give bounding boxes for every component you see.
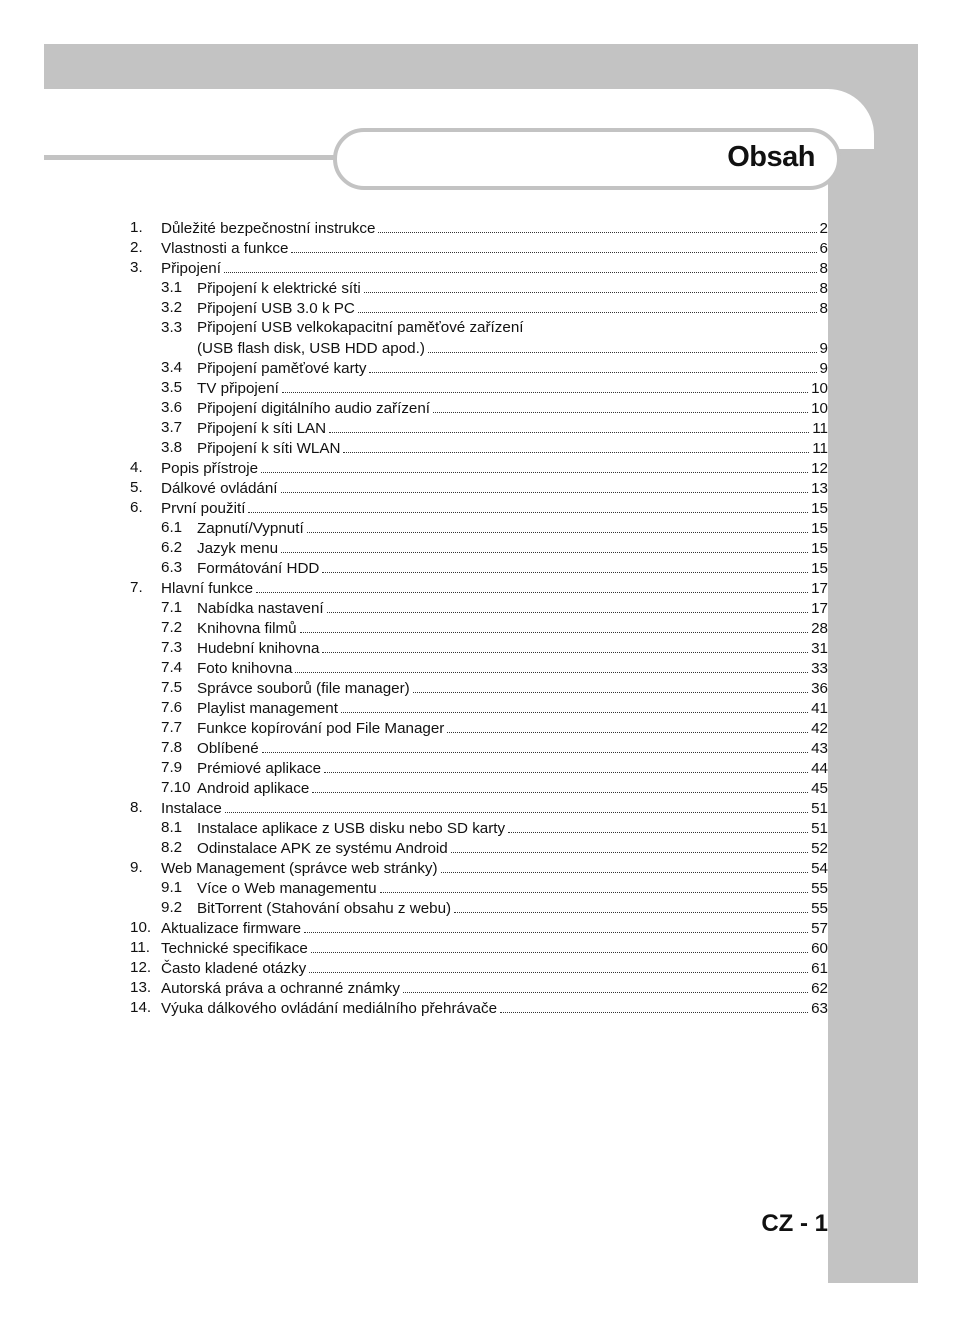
toc-entry-title: Připojení USB velkokapacitní paměťové zařízení bbox=[197, 319, 524, 336]
title-rule-right bbox=[838, 155, 874, 160]
toc-entry-number: 4. bbox=[130, 459, 143, 476]
toc-entry[interactable] bbox=[130, 998, 828, 1018]
toc-entry-title: Správce souborů (file manager) bbox=[197, 680, 410, 697]
dot-leader bbox=[413, 678, 808, 693]
toc-entry[interactable] bbox=[130, 358, 828, 378]
dot-leader bbox=[428, 338, 817, 353]
dot-leader bbox=[447, 718, 808, 733]
toc-entry-number: 7.3 bbox=[161, 639, 183, 656]
table-of-contents bbox=[130, 218, 828, 1018]
toc-entry-number: 3.2 bbox=[161, 299, 183, 316]
dot-leader bbox=[441, 858, 809, 873]
side-band bbox=[828, 44, 918, 1283]
toc-entry-page: 57 bbox=[811, 920, 828, 937]
dot-leader bbox=[312, 778, 808, 793]
dot-leader bbox=[248, 498, 808, 513]
toc-entry-title: Playlist management bbox=[197, 700, 338, 717]
toc-entry-page: 2 bbox=[819, 220, 828, 237]
toc-entry-page: 51 bbox=[811, 820, 828, 837]
toc-entry-number: 8.2 bbox=[161, 839, 183, 856]
toc-entry-page: 42 bbox=[811, 720, 828, 737]
toc-entry-title: Popis přístroje bbox=[161, 460, 259, 477]
toc-entry-title: Důležité bezpečnostní instrukce bbox=[161, 220, 376, 237]
dot-leader bbox=[225, 798, 808, 813]
toc-entry-title: Více o Web managementu bbox=[197, 880, 377, 897]
toc-entry-number: 7.8 bbox=[161, 739, 183, 756]
dot-leader bbox=[322, 638, 808, 653]
toc-entry-page: 44 bbox=[811, 760, 828, 777]
toc-entry-title: Oblíbené bbox=[197, 740, 259, 757]
dot-leader bbox=[500, 998, 808, 1013]
toc-entry[interactable] bbox=[130, 338, 828, 358]
toc-entry[interactable] bbox=[130, 578, 828, 598]
toc-entry-page: 33 bbox=[811, 660, 828, 677]
toc-entry-title: Knihovna filmů bbox=[197, 620, 297, 637]
toc-entry-number: 7.4 bbox=[161, 659, 183, 676]
dot-leader bbox=[295, 658, 808, 673]
title-rule-left bbox=[44, 155, 336, 160]
toc-entry-title: Jazyk menu bbox=[197, 540, 279, 557]
toc-entry-page: 9 bbox=[819, 340, 828, 357]
toc-entry-title: Připojení digitálního audio zařízení bbox=[197, 400, 431, 417]
toc-entry-title: Připojení k síti WLAN bbox=[197, 440, 341, 457]
toc-entry-page: 15 bbox=[811, 500, 828, 517]
toc-entry[interactable] bbox=[130, 518, 828, 538]
toc-entry-title: Prémiové aplikace bbox=[197, 760, 322, 777]
toc-entry[interactable] bbox=[130, 398, 828, 418]
toc-entry-page: 13 bbox=[811, 480, 828, 497]
dot-leader bbox=[309, 958, 808, 973]
toc-entry-title: Instalace bbox=[161, 800, 222, 817]
toc-entry[interactable] bbox=[130, 538, 828, 558]
dot-leader bbox=[508, 818, 808, 833]
toc-entry-page: 62 bbox=[811, 980, 828, 997]
toc-entry-page: 55 bbox=[811, 900, 828, 917]
toc-entry-page: 11 bbox=[812, 420, 828, 437]
toc-entry-number: 3.5 bbox=[161, 379, 183, 396]
toc-entry[interactable] bbox=[130, 438, 828, 458]
dot-leader bbox=[358, 298, 817, 313]
toc-entry-number: 7.5 bbox=[161, 679, 183, 696]
toc-entry-number: 5. bbox=[130, 479, 143, 496]
toc-entry-title: Android aplikace bbox=[197, 780, 310, 797]
toc-entry-page: 10 bbox=[811, 380, 828, 397]
toc-entry-page: 51 bbox=[811, 800, 828, 817]
toc-entry-page: 15 bbox=[811, 520, 828, 537]
toc-entry-number: 3.8 bbox=[161, 439, 183, 456]
toc-entry[interactable] bbox=[130, 498, 828, 518]
toc-entry-number: 3.3 bbox=[161, 319, 183, 336]
toc-entry-title: Připojení paměťové karty bbox=[197, 360, 367, 377]
toc-entry-title: Autorská práva a ochranné známky bbox=[161, 980, 400, 997]
toc-entry-title: Aktualizace firmware bbox=[161, 920, 302, 937]
toc-entry-title: Vlastnosti a funkce bbox=[161, 240, 289, 257]
title-banner bbox=[333, 128, 841, 190]
toc-entry-page: 15 bbox=[811, 560, 828, 577]
toc-entry-number: 14. bbox=[130, 999, 152, 1016]
dot-leader bbox=[341, 698, 808, 713]
toc-entry[interactable] bbox=[130, 638, 828, 658]
toc-entry-page: 63 bbox=[811, 1000, 828, 1017]
dot-leader bbox=[311, 938, 808, 953]
toc-entry[interactable] bbox=[130, 598, 828, 618]
toc-entry-page: 8 bbox=[819, 260, 828, 277]
toc-entry[interactable] bbox=[130, 958, 828, 978]
dot-leader bbox=[307, 518, 808, 533]
toc-entry-page: 45 bbox=[811, 780, 828, 797]
dot-leader bbox=[291, 238, 816, 253]
toc-entry-title: Web Management (správce web stránky) bbox=[161, 860, 438, 877]
toc-entry[interactable] bbox=[130, 618, 828, 638]
dot-leader bbox=[224, 258, 817, 273]
dot-leader bbox=[343, 438, 809, 453]
dot-leader bbox=[433, 398, 808, 413]
toc-entry-title: Hudební knihovna bbox=[197, 640, 320, 657]
toc-entry-page: 60 bbox=[811, 940, 828, 957]
toc-entry-title: BitTorrent (Stahování obsahu z webu) bbox=[197, 900, 452, 917]
toc-entry-title: TV připojení bbox=[197, 380, 279, 397]
toc-entry-number: 6. bbox=[130, 499, 143, 516]
toc-entry-title: (USB flash disk, USB HDD apod.) bbox=[197, 340, 425, 357]
toc-entry[interactable] bbox=[130, 678, 828, 698]
toc-entry[interactable] bbox=[130, 838, 828, 858]
toc-entry-number: 6.3 bbox=[161, 559, 183, 576]
toc-entry-page: 11 bbox=[812, 440, 828, 457]
toc-entry[interactable] bbox=[130, 878, 828, 898]
dot-leader bbox=[281, 478, 809, 493]
dot-leader bbox=[281, 538, 808, 553]
toc-entry[interactable] bbox=[130, 378, 828, 398]
toc-entry-title: Dálkové ovládání bbox=[161, 480, 278, 497]
toc-entry-page: 36 bbox=[811, 680, 828, 697]
toc-entry-number: 7.7 bbox=[161, 719, 183, 736]
toc-entry-page: 6 bbox=[819, 240, 828, 257]
toc-entry-title: Připojení k elektrické síti bbox=[197, 280, 361, 297]
toc-entry[interactable] bbox=[130, 558, 828, 578]
toc-entry[interactable] bbox=[130, 818, 828, 838]
toc-entry-page: 8 bbox=[819, 300, 828, 317]
toc-entry-number: 3.4 bbox=[161, 359, 183, 376]
toc-entry[interactable] bbox=[130, 238, 828, 258]
toc-entry-number: 7.6 bbox=[161, 699, 183, 716]
toc-entry-number: 7.2 bbox=[161, 619, 183, 636]
dot-leader bbox=[261, 458, 808, 473]
toc-entry[interactable] bbox=[130, 898, 828, 918]
dot-leader bbox=[454, 898, 808, 913]
toc-entry-number: 3. bbox=[130, 259, 143, 276]
toc-entry[interactable] bbox=[130, 458, 828, 478]
toc-entry[interactable] bbox=[130, 758, 828, 778]
toc-entry[interactable] bbox=[130, 278, 828, 298]
toc-entry[interactable] bbox=[130, 978, 828, 998]
toc-entry-number: 3.1 bbox=[161, 279, 183, 296]
toc-entry[interactable] bbox=[130, 938, 828, 958]
toc-entry-number: 8. bbox=[130, 799, 143, 816]
header-band bbox=[44, 44, 918, 89]
toc-entry-page: 12 bbox=[811, 460, 828, 477]
toc-entry-page: 54 bbox=[811, 860, 828, 877]
dot-leader bbox=[324, 758, 808, 773]
toc-entry-number: 12. bbox=[130, 959, 152, 976]
toc-entry-number: 9. bbox=[130, 859, 143, 876]
toc-entry-title: Foto knihovna bbox=[197, 660, 293, 677]
toc-entry-number: 2. bbox=[130, 239, 143, 256]
toc-entry-page: 10 bbox=[811, 400, 828, 417]
toc-entry-title: Zapnutí/Vypnutí bbox=[197, 520, 304, 537]
toc-entry-number: 10. bbox=[130, 919, 152, 936]
toc-entry-page: 43 bbox=[811, 740, 828, 757]
toc-entry-title: První použití bbox=[161, 500, 246, 517]
toc-entry-page: 52 bbox=[811, 840, 828, 857]
toc-entry-title: Odinstalace APK ze systému Android bbox=[197, 840, 448, 857]
dot-leader bbox=[300, 618, 808, 633]
dot-leader bbox=[256, 578, 808, 593]
toc-entry-number: 7.9 bbox=[161, 759, 183, 776]
toc-entry-number: 7.10 bbox=[161, 779, 191, 796]
toc-entry-page: 55 bbox=[811, 880, 828, 897]
toc-entry-title: Často kladené otázky bbox=[161, 960, 307, 977]
toc-entry-number: 7. bbox=[130, 579, 143, 596]
toc-entry-number: 9.2 bbox=[161, 899, 183, 916]
toc-entry-title: Připojení USB 3.0 k PC bbox=[197, 300, 355, 317]
toc-entry[interactable] bbox=[130, 858, 828, 878]
toc-entry[interactable] bbox=[130, 698, 828, 718]
toc-entry-number: 9.1 bbox=[161, 879, 183, 896]
dot-leader bbox=[327, 598, 808, 613]
toc-entry[interactable] bbox=[130, 318, 828, 338]
toc-entry-title: Instalace aplikace z USB disku nebo SD karty bbox=[197, 820, 506, 837]
dot-leader bbox=[364, 278, 817, 293]
toc-entry-title: Výuka dálkového ovládání mediálního přehrávače bbox=[161, 1000, 498, 1017]
dot-leader bbox=[262, 738, 808, 753]
toc-entry-title: Formátování HDD bbox=[197, 560, 320, 577]
toc-entry-title: Technické specifikace bbox=[161, 940, 308, 957]
toc-entry-page: 61 bbox=[811, 960, 828, 977]
toc-entry-number: 6.2 bbox=[161, 539, 183, 556]
dot-leader bbox=[403, 978, 808, 993]
toc-entry[interactable] bbox=[130, 258, 828, 278]
toc-entry[interactable] bbox=[130, 718, 828, 738]
dot-leader bbox=[380, 878, 809, 893]
dot-leader bbox=[451, 838, 808, 853]
dot-leader bbox=[304, 918, 808, 933]
toc-entry-page: 15 bbox=[811, 540, 828, 557]
toc-entry[interactable] bbox=[130, 918, 828, 938]
toc-entry-number: 6.1 bbox=[161, 519, 183, 536]
toc-entry-page: 31 bbox=[811, 640, 828, 657]
toc-entry-number: 1. bbox=[130, 219, 143, 236]
toc-entry-title: Funkce kopírování pod File Manager bbox=[197, 720, 445, 737]
dot-leader bbox=[329, 418, 809, 433]
page-number: CZ - 1 bbox=[761, 1210, 828, 1237]
toc-entry-page: 41 bbox=[811, 700, 828, 717]
toc-entry-number: 3.7 bbox=[161, 419, 183, 436]
toc-entry[interactable] bbox=[130, 658, 828, 678]
toc-entry-title: Hlavní funkce bbox=[161, 580, 254, 597]
toc-entry[interactable] bbox=[130, 738, 828, 758]
page-title: Obsah bbox=[727, 141, 815, 173]
toc-entry[interactable] bbox=[130, 798, 828, 818]
toc-entry-title: Připojení bbox=[161, 260, 221, 277]
dot-leader bbox=[322, 558, 808, 573]
dot-leader bbox=[282, 378, 808, 393]
toc-entry[interactable] bbox=[130, 778, 828, 798]
toc-entry-page: 9 bbox=[819, 360, 828, 377]
toc-entry-number: 7.1 bbox=[161, 599, 183, 616]
dot-leader bbox=[369, 358, 816, 373]
toc-entry[interactable] bbox=[130, 478, 828, 498]
dot-leader bbox=[378, 218, 816, 233]
toc-entry[interactable] bbox=[130, 418, 828, 438]
toc-entry-page: 17 bbox=[811, 600, 828, 617]
toc-entry-number: 11. bbox=[130, 939, 150, 956]
toc-entry[interactable] bbox=[130, 298, 828, 318]
toc-entry[interactable] bbox=[130, 218, 828, 238]
toc-entry-title: Připojení k síti LAN bbox=[197, 420, 327, 437]
toc-entry-page: 17 bbox=[811, 580, 828, 597]
toc-entry-number: 3.6 bbox=[161, 399, 183, 416]
toc-entry-title: Nabídka nastavení bbox=[197, 600, 324, 617]
toc-entry-page: 28 bbox=[811, 620, 828, 637]
toc-entry-page: 8 bbox=[819, 280, 828, 297]
toc-entry-number: 13. bbox=[130, 979, 152, 996]
toc-entry-number: 8.1 bbox=[161, 819, 183, 836]
